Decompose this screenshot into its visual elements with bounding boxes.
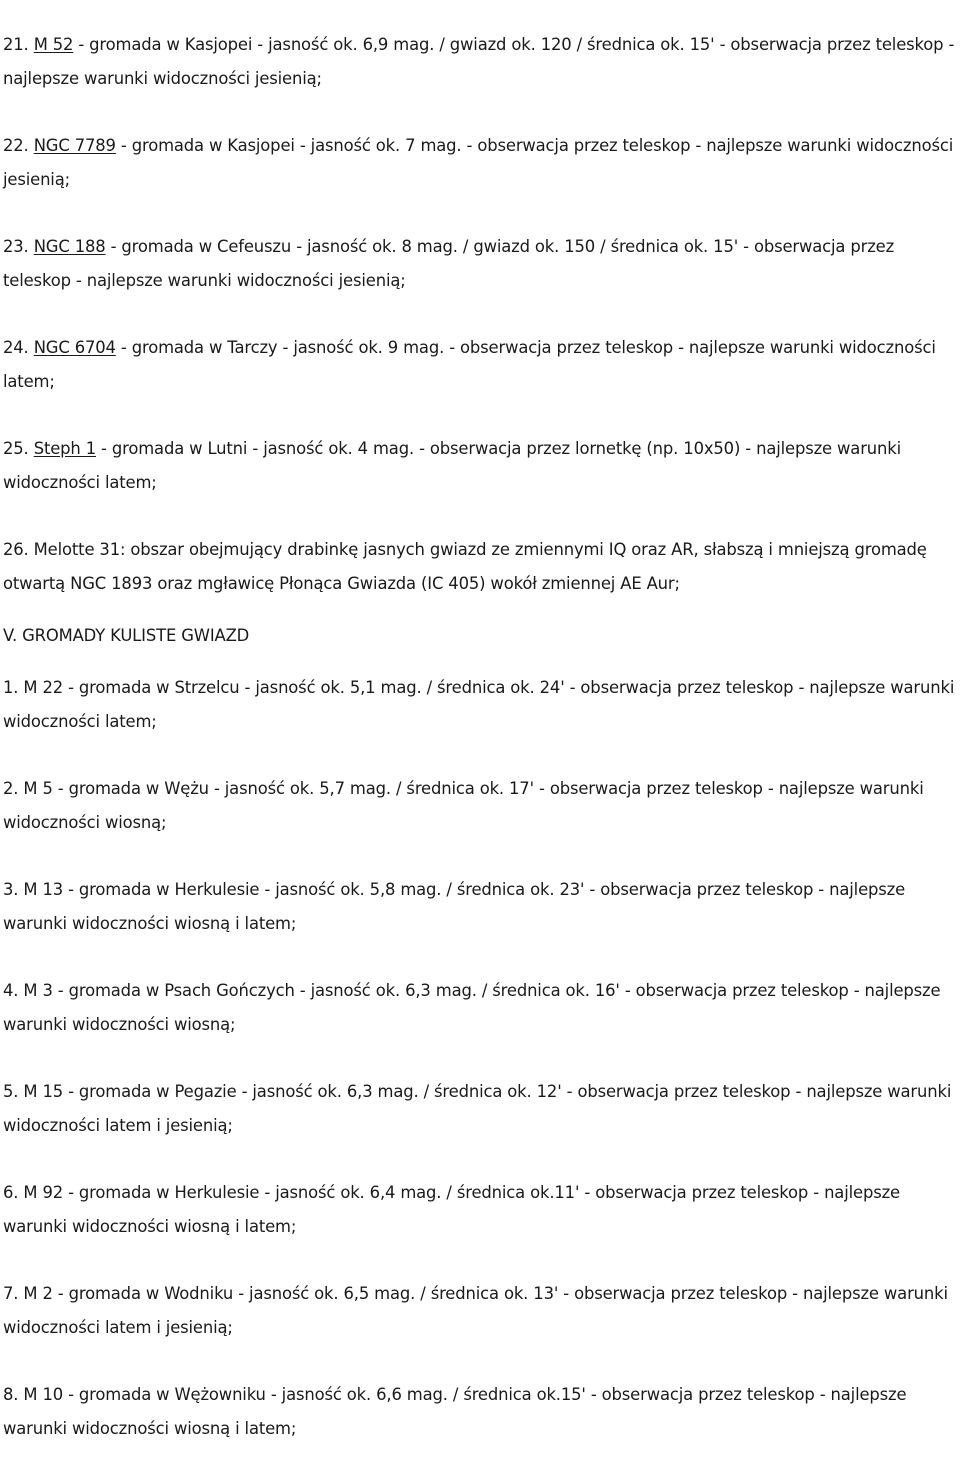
object-link-ngc188[interactable]: NGC 188 bbox=[33, 237, 106, 256]
item-number: 23. bbox=[3, 237, 34, 256]
list-item-26: 26. Melotte 31: obszar obejmujący drabinkę jasnych gwiazd ze zmiennymi IQ oraz AR, słabszą i mniejszą gromadę otwartą NGC 1893 oraz mgławicę Płonąca Gwiazda (IC 405) wokół zmiennej AE Aur; bbox=[3, 540, 927, 593]
list-item-25 bbox=[3, 432, 959, 500]
list-item-22 bbox=[3, 129, 959, 197]
item-description: - gromada w Lutni - jasność ok. 4 mag. - obserwacja przez lornetkę (np. 10x50) - najlepsze warunki widoczności latem; bbox=[3, 439, 902, 492]
list-item-21 bbox=[3, 28, 959, 96]
list-item-23 bbox=[3, 230, 959, 298]
item-description: - gromada w Cefeuszu - jasność ok. 8 mag. / gwiazd ok. 150 / średnica ok. 15' - obserwacja przez teleskop - najlepsze warunki widoczności jesienią; bbox=[3, 237, 895, 290]
item-number: 22. bbox=[3, 136, 34, 155]
document-body bbox=[3, 28, 959, 1479]
item-description: - gromada w Tarczy - jasność ok. 9 mag. - obserwacja przez teleskop - najlepsze warunki widoczności latem; bbox=[3, 338, 936, 391]
globular-item-1: 1. M 22 - gromada w Strzelcu - jasność ok. 5,1 mag. / średnica ok. 24' - obserwacja przez teleskop - najlepsze warunki widoczności latem; bbox=[3, 678, 955, 731]
object-link-steph1[interactable]: Steph 1 bbox=[33, 439, 96, 458]
section-heading: V. GROMADY KULISTE GWIAZD bbox=[3, 626, 250, 645]
globular-item-4: 4. M 3 - gromada w Psach Gończych - jasność ok. 6,3 mag. / średnica ok. 16' - obserwacja przez teleskop - najlepsze warunki widoczności wiosną; bbox=[3, 981, 941, 1034]
list-item-24 bbox=[3, 331, 959, 399]
object-link-ngc6704[interactable]: NGC 6704 bbox=[33, 338, 116, 357]
globular-item-2: 2. M 5 - gromada w Wężu - jasność ok. 5,7 mag. / średnica ok. 17' - obserwacja przez teleskop - najlepsze warunki widoczności wiosną; bbox=[3, 779, 924, 832]
item-number: 21. bbox=[3, 35, 34, 54]
globular-item-5: 5. M 15 - gromada w Pegazie - jasność ok. 6,3 mag. / średnica ok. 12' - obserwacja przez teleskop - najlepsze warunki widoczności latem i jesienią; bbox=[3, 1082, 952, 1135]
globular-item-7: 7. M 2 - gromada w Wodniku - jasność ok. 6,5 mag. / średnica ok. 13' - obserwacja przez teleskop - najlepsze warunki widoczności latem i jesienią; bbox=[3, 1284, 948, 1337]
item-description: - gromada w Kasjopei - jasność ok. 7 mag. - obserwacja przez teleskop - najlepsze warunki widoczności jesienią; bbox=[3, 136, 954, 189]
globular-item-6: 6. M 92 - gromada w Herkulesie - jasność ok. 6,4 mag. / średnica ok.11' - obserwacja przez teleskop - najlepsze warunki widoczności wiosną i latem; bbox=[3, 1183, 900, 1236]
object-link-ngc7789[interactable]: NGC 7789 bbox=[33, 136, 116, 155]
item-number: 25. bbox=[3, 439, 34, 458]
item-number: 24. bbox=[3, 338, 34, 357]
globular-item-8: 8. M 10 - gromada w Wężowniku - jasność ok. 6,6 mag. / średnica ok.15' - obserwacja przez teleskop - najlepsze warunki widoczności wiosną i latem; bbox=[3, 1385, 907, 1438]
globular-item-3: 3. M 13 - gromada w Herkulesie - jasność ok. 5,8 mag. / średnica ok. 23' - obserwacja przez teleskop - najlepsze warunki widoczności wiosną i latem; bbox=[3, 880, 906, 933]
object-link-m52[interactable]: M 52 bbox=[33, 35, 74, 54]
item-description: - gromada w Kasjopei - jasność ok. 6,9 mag. / gwiazd ok. 120 / średnica ok. 15' - obserwacja przez teleskop - najlepsze warunki widoczności jesienią; bbox=[3, 35, 955, 88]
